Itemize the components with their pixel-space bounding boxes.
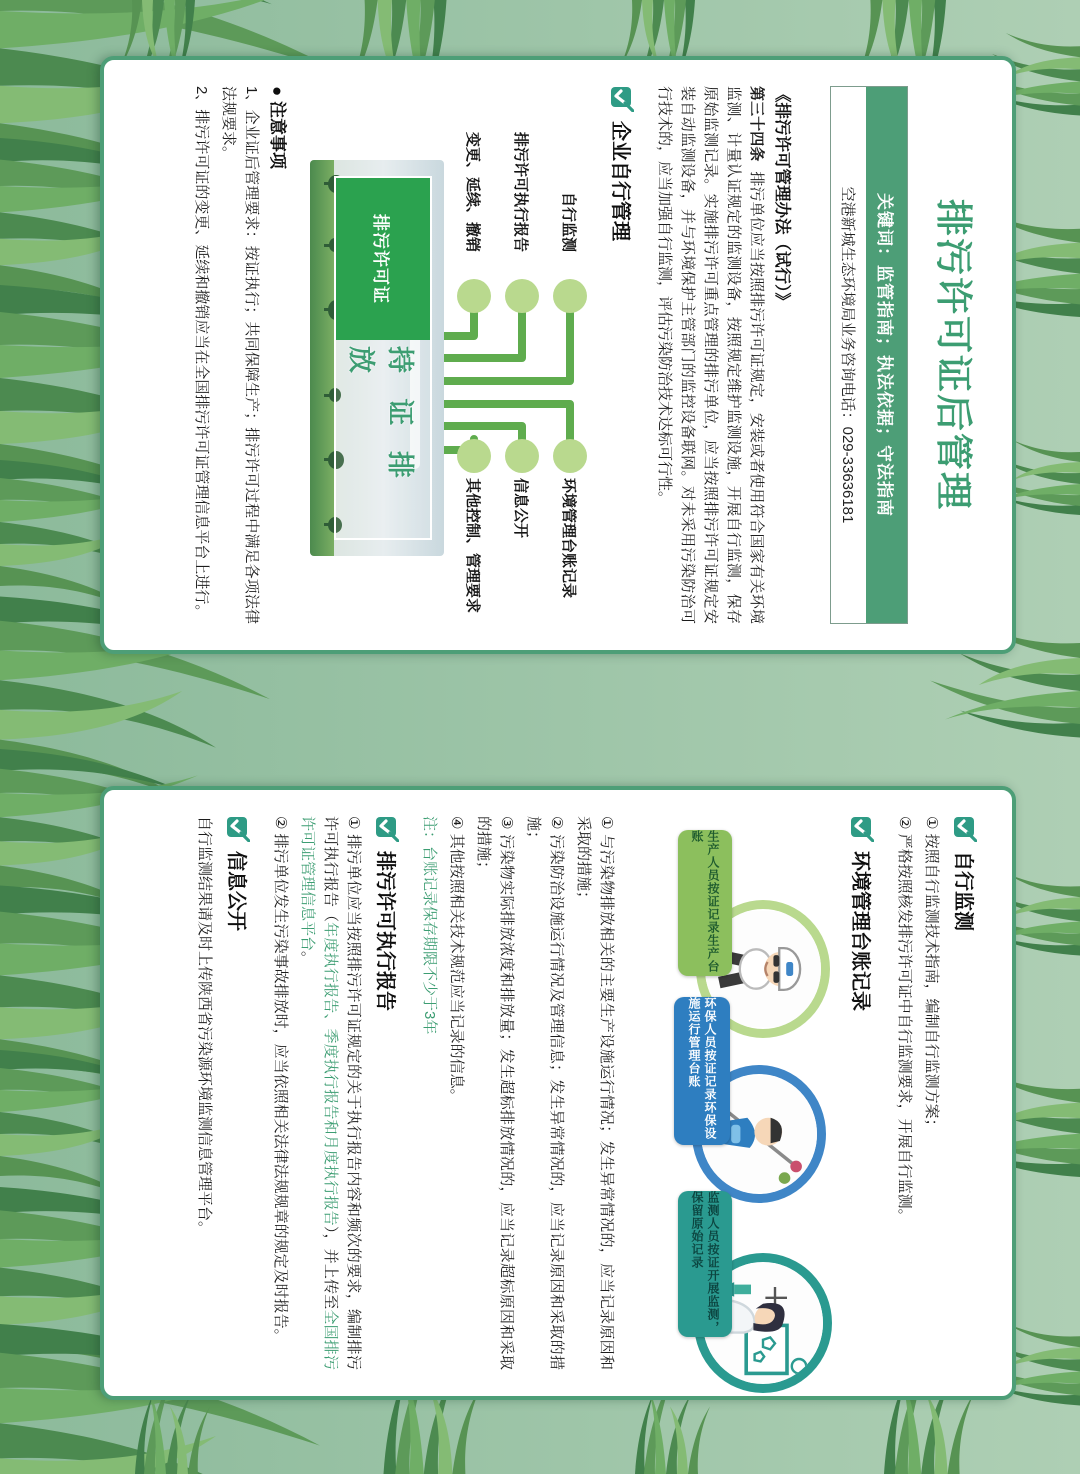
- article-paragraph: [653, 86, 768, 624]
- report-item-1: ① 排污单位应当按照排污许可证规定的关于执行报告内容和频次的要求，编制排污许可执行报告（年度执行报告、季度执行报告和月度执行报告），并上传至全国排污许可证管理信息平台。: [299, 816, 362, 1370]
- ledger-item-4: ④ 其他按照相关技术规范应当记录的信息。: [448, 816, 465, 1104]
- diagram-label-info-disclosure: 信息公开: [512, 478, 529, 539]
- permit-frame: [334, 176, 432, 540]
- diagram-label-other-requirements: 其他控制、管理要求: [464, 478, 481, 614]
- notes-title: ● 注意事项: [268, 86, 287, 169]
- keywords-band: 关键词：监管指南；执法依据；守法指南: [866, 87, 907, 623]
- section-title-self-management: 企业自行管理: [609, 121, 631, 241]
- section-title-self-monitoring: 自行监测: [952, 851, 974, 931]
- front-card: [100, 56, 1016, 654]
- permit-certificate-label: 排污许可证: [336, 178, 430, 340]
- note-item-2: 2、排污许可证的变更、延续和撤销应当在全国排污许可证管理信息平台上进行。: [193, 86, 210, 620]
- section-title-execution-report: 排污许可执行报告: [374, 851, 396, 1011]
- permit-slogan: 持 证 排 放: [346, 346, 415, 488]
- ribbon-production-ledger: [678, 830, 732, 976]
- diagram-label-ledger: 环境管理台账记录: [560, 478, 577, 599]
- check-icon: [851, 816, 875, 842]
- ribbon-text: 监测人员按证开展监测，保留原始记录: [690, 1191, 720, 1334]
- section-header-self-management: [608, 86, 637, 624]
- check-icon: [954, 816, 978, 842]
- section-header-execution-report: [373, 816, 402, 1370]
- management-diagram: [308, 86, 600, 624]
- monitoring-item-1: ① 按照自行监测技术指南，编制自行监测方案；: [923, 816, 940, 1134]
- disclosure-body: 自行监测结果请及时上传陕西省污染源环境监测信息管理平台。: [196, 816, 213, 1237]
- check-icon: [376, 816, 400, 842]
- ribbon-text: 环保人员按证记录环保设施运行管理台账: [687, 997, 717, 1140]
- law-title: 《排污许可管理办法（试行）》: [773, 86, 791, 309]
- note-item-1: 1、企业证后管理要求：按证执行；共同保障生产；排污许可过程中满足各项法律法规要求。: [220, 86, 260, 624]
- monitoring-item-2: ② 严格按照核发排污许可证中自行监测要求，开展自行监测。: [896, 816, 913, 1224]
- permit-photo: [310, 160, 444, 556]
- article-body: 排污单位应当按照排污许可证规定，安装或者使用符合国家有关环境监测、计量认证规定的监测设备，按照规定维护监测设施，开展自行监测，保存原始监测记录。实施排污许可重点管理的排污单位，应当按照排污许可证规定安装自动监测设备，并与环境保护主管部门的监控设备联网。对未采用污染防治可行技术的，应当加强自行监测，评估污染防治技术达标可行性。: [656, 86, 765, 624]
- diagram-label-execution-report: 排污许可执行报告: [512, 131, 529, 252]
- ledger-note: 注：台账记录保存期限不少于3年: [421, 816, 438, 1035]
- ribbon-monitoring-record: [678, 1191, 732, 1337]
- section-title-ledger: 环境管理台账记录: [849, 851, 871, 1011]
- contact-phone: 空港新城生态环境局业务咨询电话：029-33636181: [831, 87, 866, 623]
- section-header-self-monitoring: [951, 816, 980, 1370]
- section-header-info-disclosure: [224, 816, 253, 1370]
- ribbon-environment-ledger: [674, 997, 730, 1145]
- ribbon-text: 生产人员按证记录生产台账: [690, 830, 720, 973]
- report-item-2: ② 排污单位发生污染事故排放时，应当依照相关法律法规规章的规定及时报告。: [272, 816, 289, 1344]
- detail-card: [100, 786, 1016, 1400]
- section-title-info-disclosure: 信息公开: [225, 851, 247, 931]
- poster-title: 排污许可证后管理: [933, 199, 974, 511]
- section-header-ledger: [848, 816, 877, 1370]
- ledger-item-1: ① 与污染物排放相关的主要生产设施运行情况；发生异常情况的，应当记录原因和采取的措施；: [575, 816, 615, 1370]
- ledger-cartoons: [626, 816, 840, 1370]
- ledger-item-3: ③ 污染物实际排放浓度和排放量；发生超标排放情况的，应当记录超标原因和采取的措施；: [475, 816, 515, 1370]
- diagram-label-change-renew-revoke: 变更、延续、撤销: [464, 131, 481, 252]
- check-icon: [227, 816, 251, 842]
- keyword-box: [830, 86, 908, 624]
- ledger-item-2: ② 污染防治设施运行情况及管理信息；发生异常情况的，应当记录原因和采取的措施；: [525, 816, 565, 1370]
- diagram-label-self-monitoring: 自行监测: [560, 191, 577, 252]
- check-icon: [611, 86, 635, 112]
- article-number: 第三十四条: [748, 86, 765, 162]
